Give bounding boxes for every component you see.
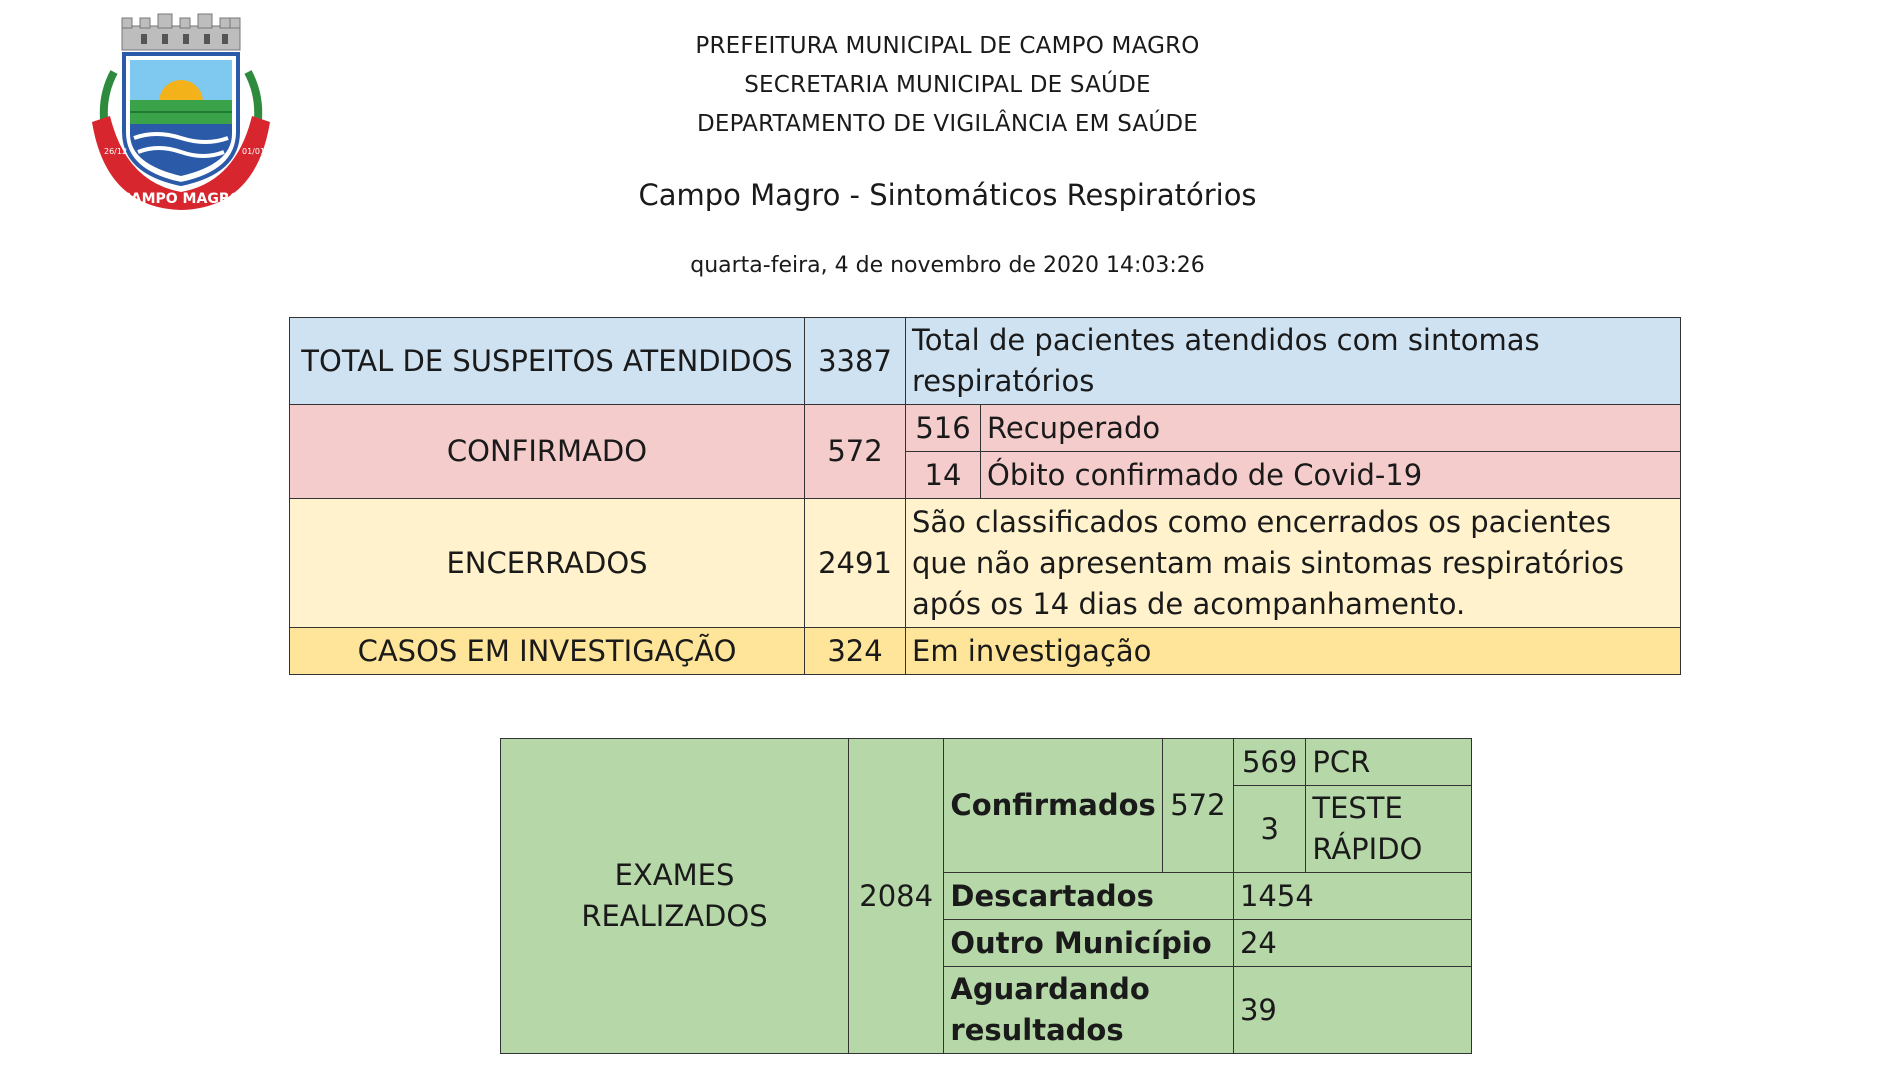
exams-label: EXAMES REALIZADOS: [501, 739, 849, 1054]
rapid-value: 3: [1233, 786, 1305, 873]
awaiting-label: Aguardando resultados: [944, 967, 1234, 1054]
page-title: Campo Magro - Sintomáticos Respiratórios: [638, 178, 1257, 212]
total-label: TOTAL DE SUSPEITOS ATENDIDOS: [290, 318, 805, 405]
pcr-value: 569: [1233, 739, 1305, 786]
discarded-value: 1454: [1233, 873, 1471, 920]
deaths-label: Óbito confirmado de Covid-19: [981, 452, 1681, 499]
total-description: Total de pacientes atendidos com sintomas respiratórios: [906, 318, 1681, 405]
recovered-value: 516: [906, 405, 981, 452]
investigation-label: CASOS EM INVESTIGAÇÃO: [290, 628, 805, 675]
discarded-label: Descartados: [944, 873, 1234, 920]
investigation-description: Em investigação: [906, 628, 1681, 675]
exams-table: [500, 738, 1472, 1054]
header-line-3: DEPARTAMENTO DE VIGILÂNCIA EM SAÚDE: [696, 111, 1199, 137]
table-row-total: [290, 318, 1681, 405]
table-row-confirmed: [290, 405, 1681, 452]
closed-description: São classificados como encerrados os pacientes que não apresentam mais sintomas respiratórios após os 14 dias de acompanhamento.: [906, 499, 1681, 628]
table-row-exams-pcr: [501, 739, 1472, 786]
closed-value: 2491: [805, 499, 906, 628]
other-city-value: 24: [1233, 920, 1471, 967]
deaths-value: 14: [906, 452, 981, 499]
confirmed-label: CONFIRMADO: [290, 405, 805, 499]
table-row-closed: [290, 499, 1681, 628]
report-date: quarta-feira, 4 de novembro de 2020 14:03:26: [690, 253, 1205, 278]
exams-confirmed-value: 572: [1162, 739, 1233, 873]
header-line-1: PREFEITURA MUNICIPAL DE CAMPO MAGRO: [695, 33, 1200, 59]
awaiting-value: 39: [1233, 967, 1471, 1054]
exams-confirmed-label: Confirmados: [944, 739, 1162, 873]
recovered-label: Recuperado: [981, 405, 1681, 452]
other-city-label: Outro Município: [944, 920, 1234, 967]
header: [0, 27, 1895, 144]
closed-label: ENCERRADOS: [290, 499, 805, 628]
header-line-2: SECRETARIA MUNICIPAL DE SAÚDE: [744, 72, 1151, 98]
logo-right-year: 01/01: [242, 147, 266, 156]
exams-value: 2084: [848, 739, 943, 1054]
investigation-value: 324: [805, 628, 906, 675]
rapid-label: TESTE RÁPIDO: [1306, 786, 1472, 873]
pcr-label: PCR: [1306, 739, 1472, 786]
total-value: 3387: [805, 318, 906, 405]
logo-banner-text: CAMPO MAGRO: [120, 191, 242, 207]
confirmed-value: 572: [805, 405, 906, 499]
table-row-investigation: [290, 628, 1681, 675]
logo-left-year: 26/12: [104, 147, 128, 156]
summary-table: [289, 317, 1681, 675]
